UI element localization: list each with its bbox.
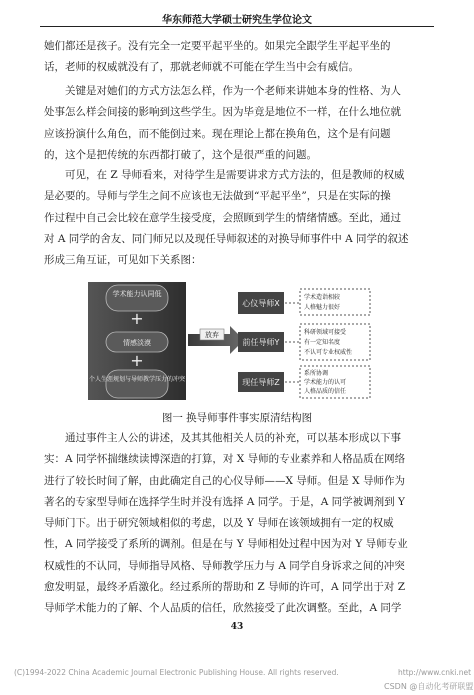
text-line: 性，A 同学接受了系所的调剂。但是在与 Y 导师相处过程中因为对 Y 导师专业 <box>44 538 408 551</box>
text-line: 是必要的。导师与学生之间不应该也无法做到“平起平坐”，只是在实际的操 <box>44 190 391 203</box>
text-line: 关键是对她们的方式方法怎么样，作为一个老师来讲她本身的性格、为人 <box>65 85 401 97</box>
cause-bubble-3 <box>106 370 168 398</box>
figure-caption: 图一 换导师事件事实原清结构图 <box>161 412 313 424</box>
advisor-label-x: 心仪导师X <box>242 299 280 308</box>
text-line: 处事怎么样会间接的影响到这些学生。因为毕竟是地位不一样，在什么地位就 <box>44 106 401 119</box>
paragraph-1 <box>44 36 436 79</box>
text-line: 应该扮演什么角色，而不能倒过来。现在理论上都在换角色，这个是有问题 <box>44 127 391 140</box>
text-line: 实：A 同学怀揣继续读博深造的打算，对 X 导师的专业素养和人格品质在网络 <box>44 453 406 466</box>
footer-url[interactable]: http://www.cnki.net <box>398 668 472 677</box>
text-line: 导师门下。出于研究领域相似的考虑，以及 Y 导师在该领域拥有一定的权威 <box>44 517 394 530</box>
watermark: CSDN @自动化考研联盟 <box>384 682 474 691</box>
cause-label-2: 情感淡漠 <box>123 339 151 347</box>
advisor-label-z: 现任导师Z <box>242 378 280 387</box>
paragraph-3 <box>44 165 436 271</box>
text-line: 形成三角互证，可见如下关系图： <box>44 254 202 267</box>
text-line: 可见，在 Z 导师看来，对待学生是需要讲求方式方法的，但是教师的权威 <box>65 169 405 181</box>
note-text: 人格魅力很好 <box>304 304 341 311</box>
center-label: 放弃 <box>205 331 219 339</box>
text-line: 通过事件主人公的讲述，及其其他相关人员的补充，可以基本形成以下事 <box>65 432 401 444</box>
note-text: 学术能力的认可 <box>304 379 347 386</box>
text-line: 进行了较长时间了解，由此确定自己的心仪导师——X 导师。但是 X 导师作为 <box>44 474 405 487</box>
text-line: 她们都还是孩子。没有完全一定要平起平坐的。如果完全跟学生平起平坐的 <box>44 40 391 52</box>
note-text: 科研领域可接受 <box>304 329 347 336</box>
cause-label-1: 学术能力认同低 <box>112 290 162 298</box>
note-text: 系所协调 <box>304 370 329 377</box>
header-rule <box>40 26 434 27</box>
text-line: 著名的专家型导师在选择学生时并没有选择 A 同学。于是，A 同学被调剂到 Y <box>44 495 405 508</box>
text-line: 作过程中自己会比较在意学生接受度，会照顾到学生的情绪情感。至此，通过 <box>44 211 401 224</box>
text-line: 话，老师的权威就没有了，那就老师就不可能在学生当中会有威信。 <box>44 61 359 74</box>
copyright-footer: (C)1994-2022 China Academic Journal Electronic Publishing House. All rights reserved. <box>14 668 339 677</box>
page-number: 43 <box>230 622 244 632</box>
text-line: 权威性的不认同，导师指导风格、导师教学压力与 A 同学自身诉求之间的冲突 <box>44 559 405 572</box>
note-text: 有一定知名度 <box>304 339 341 346</box>
cause-bubble-1 <box>106 285 168 311</box>
note-text: 不认可专业权威性 <box>304 349 353 356</box>
text-line: 对 A 同学的舍友、同门师兄以及现任导师叙述的对换导师事件中 A 同学的叙述 <box>44 232 409 245</box>
text-line: 的，这个是把传统的东西都打破了，这个是很严重的问题。 <box>44 148 317 161</box>
advisor-label-y: 前任导师Y <box>242 338 280 347</box>
text-line: 导师学术能力的了解、个人品质的信任，欣然接受了此次调整。至此，A 同学 <box>44 602 402 615</box>
note-text: 人格品质的信任 <box>304 388 347 395</box>
paragraph-2 <box>44 81 436 166</box>
plus-icon: + <box>130 351 144 370</box>
paragraph-4 <box>44 428 436 620</box>
note-box-x <box>300 289 370 315</box>
text-line: 愈发明显，最终矛盾激化。经过系所的帮助和 Z 导师的许可，A 同学出于对 Z <box>44 581 406 594</box>
running-header: 华东师范大学硕士研究生学位论文 <box>162 15 312 26</box>
relationship-diagram <box>88 282 388 400</box>
note-text: 学术造诣相较 <box>304 294 341 301</box>
cause-label-3: 个人生涯规划与导师教学压力的冲突 <box>88 376 186 383</box>
plus-icon: + <box>130 309 144 328</box>
